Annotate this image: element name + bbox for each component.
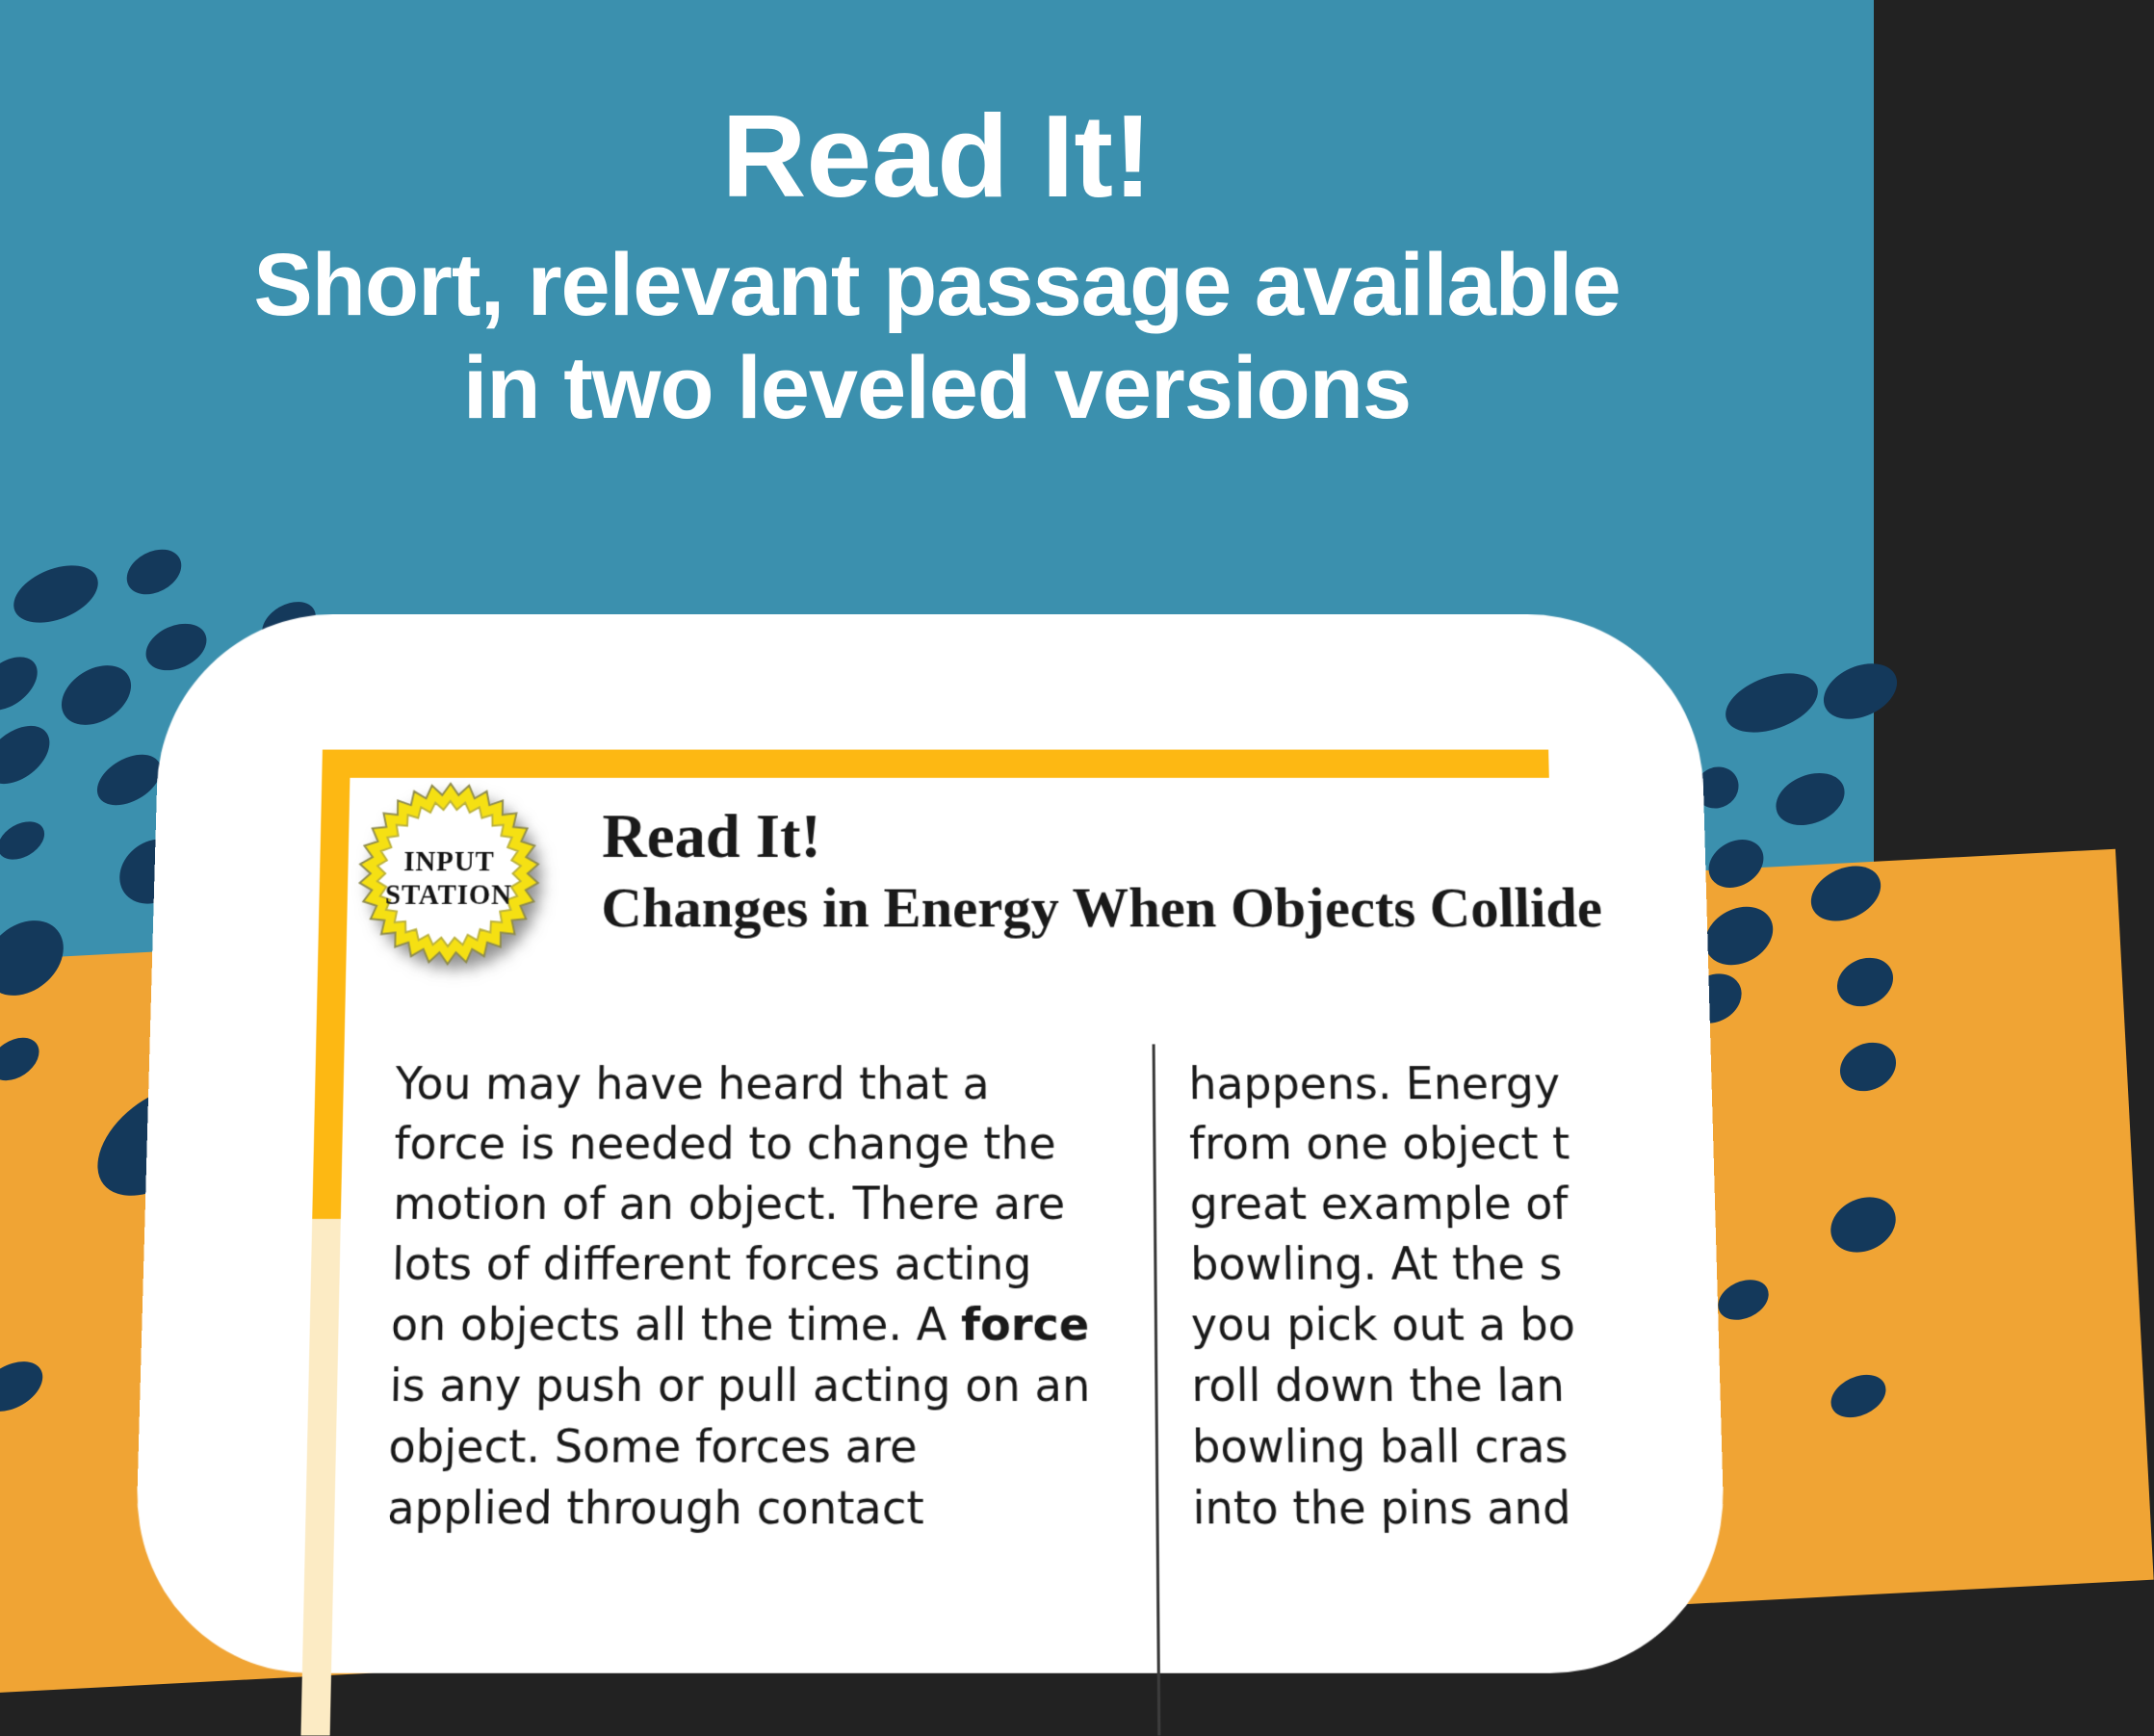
poster-header [0, 91, 1874, 441]
seed-shape [0, 646, 47, 721]
passage-line: roll down the lan [1191, 1358, 1566, 1412]
seed-shape [0, 1351, 51, 1421]
passage-line: lots of different forces acting [391, 1236, 1032, 1291]
worksheet-top-border [322, 750, 1549, 778]
passage-line: into the pins and [1192, 1480, 1572, 1536]
passage-line: happens. Energy [1188, 1056, 1561, 1110]
badge-label-line2: STATION [384, 880, 513, 912]
badge-label-line1: INPUT [403, 846, 495, 878]
poster-title: Read It! [721, 91, 1153, 221]
worksheet-left-border [312, 778, 350, 1223]
worksheet-subtitle: Changes in Energy When Objects Collide [601, 875, 1603, 940]
passage-line: great example of [1189, 1177, 1570, 1231]
seed-shape [51, 653, 143, 737]
worksheet-left-border-light [300, 1219, 340, 1736]
seed-shape [1700, 830, 1773, 897]
column-divider [1153, 1044, 1161, 1735]
poster-subtitle-line1: Short, relevant passage available [253, 235, 1621, 334]
poster-subtitle [0, 234, 1874, 441]
passage-line: You may have heard that a [395, 1056, 990, 1110]
seed-shape [139, 614, 214, 679]
input-station-badge [354, 781, 542, 967]
passage-line: force is needed to change the [393, 1116, 1056, 1170]
passage-column-left [387, 1054, 1154, 1540]
bold-term-force: force [960, 1297, 1090, 1352]
seed-shape [0, 905, 78, 1011]
seed-shape [6, 555, 107, 635]
passage-line: you pick out a bo [1190, 1297, 1576, 1352]
passage-line: bowling ball cras [1191, 1419, 1570, 1474]
seed-shape [1815, 653, 1906, 730]
passage-line: bowling. At the s [1189, 1236, 1563, 1291]
passage-line: motion of an object. There are [392, 1177, 1066, 1231]
seed-shape [1718, 662, 1826, 744]
poster-subtitle-line2: in two leveled versions [462, 339, 1412, 438]
worksheet-card [132, 614, 1727, 1673]
seed-shape [0, 714, 61, 796]
seed-shape [119, 540, 190, 603]
passage-text: on objects all the time. A [390, 1297, 962, 1352]
worksheet-title: Read It! [601, 801, 821, 871]
passage-line: applied through contact [386, 1480, 924, 1536]
seed-shape [0, 1029, 47, 1090]
seed-shape [1711, 1272, 1775, 1328]
passage-line: from one object t [1188, 1116, 1570, 1170]
worksheet-preview [300, 750, 1603, 1736]
seed-shape [0, 814, 51, 867]
passage-line [390, 1294, 1152, 1355]
seed-shape [1768, 764, 1852, 835]
passage-line: object. Some forces are [387, 1419, 918, 1474]
passage-line: is any push or pull acting on an [389, 1358, 1091, 1412]
passage-column-right [1188, 1054, 1576, 1540]
